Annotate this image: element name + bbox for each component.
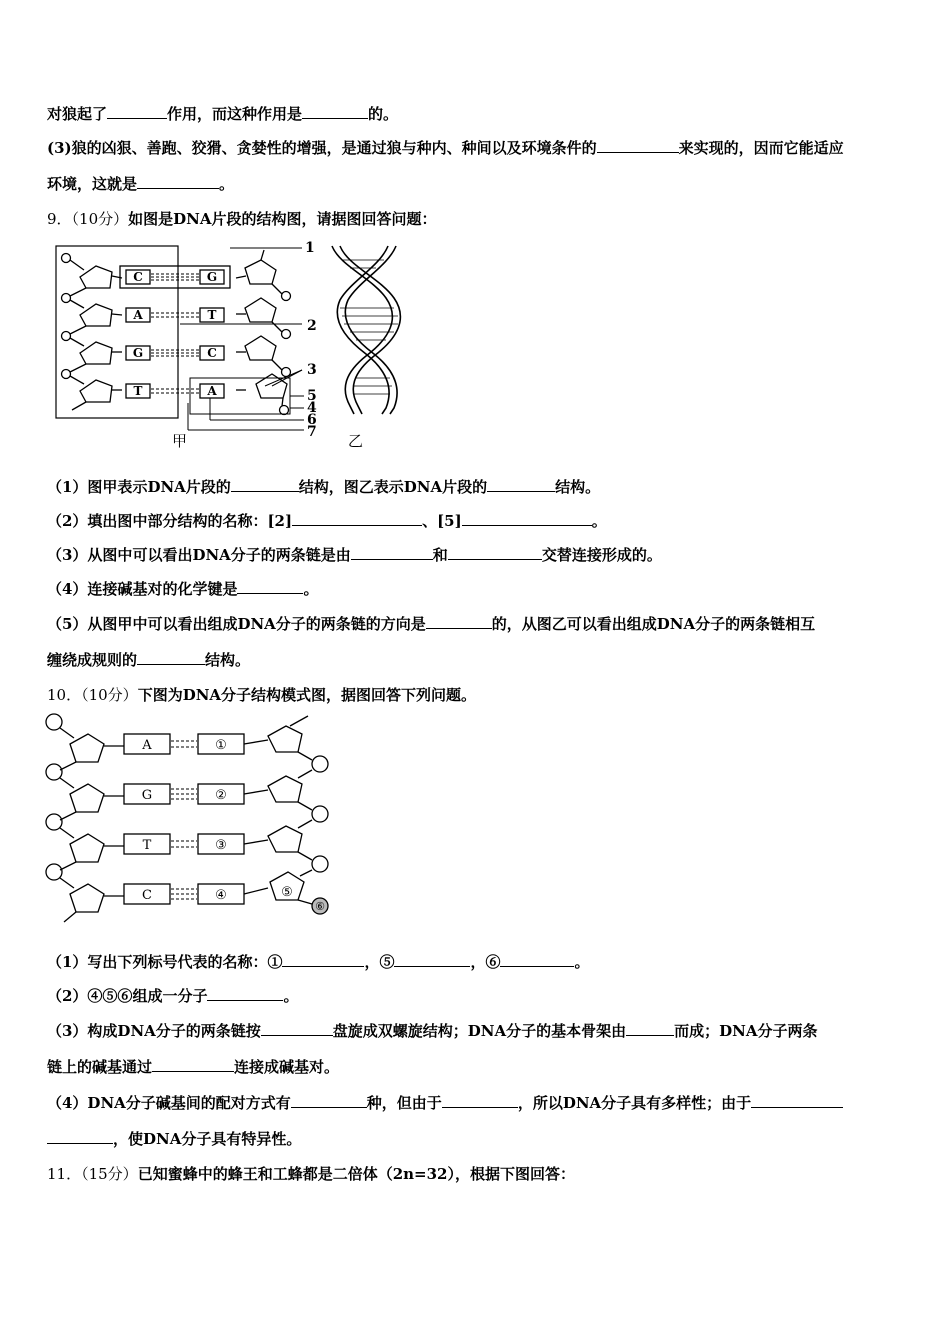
base-right-1: G xyxy=(206,270,218,284)
q8-line2: (3)狼的凶狠、善跑、狡猾、贪婪性的增强，是通过狼与种内、种间以及环境条件的 来实现的，因而它能适应 xyxy=(47,139,844,157)
base-2: ② xyxy=(215,788,227,803)
blank[interactable] xyxy=(282,952,364,967)
blank[interactable] xyxy=(291,1093,367,1108)
right-backbone xyxy=(236,250,291,415)
blank[interactable] xyxy=(107,104,167,119)
q10-sub4-cont: ，使DNA分子具有特异性。 xyxy=(47,1129,301,1149)
blank[interactable] xyxy=(626,1021,674,1036)
blank[interactable] xyxy=(487,477,555,492)
q9-sub5-cont: 缠绕成规则的 结构。 xyxy=(47,651,251,669)
q11-heading: 11．（15分）已知蜜蜂中的蜂王和工蜂都是二倍体（2n=32），根据下图回答： xyxy=(47,1165,575,1183)
label-1: 1 xyxy=(305,240,315,256)
label-7: 7 xyxy=(307,424,317,440)
base-A: A xyxy=(142,738,152,753)
blank[interactable] xyxy=(597,138,679,153)
blank[interactable] xyxy=(231,477,299,492)
q9-heading: 9．（10分）如图是DNA片段的结构图，请据图回答问题： xyxy=(47,210,437,228)
blank[interactable] xyxy=(442,1093,518,1108)
label-5: 5 xyxy=(307,388,317,404)
blank[interactable] xyxy=(207,986,283,1001)
label-6: 6 xyxy=(307,412,317,428)
label-3: 3 xyxy=(307,362,317,378)
blank[interactable] xyxy=(292,511,422,526)
blank[interactable] xyxy=(47,1129,113,1144)
base-left-1: C xyxy=(133,270,143,284)
q10-sub3: （3）构成DNA分子的两条链按 盘旋成双螺旋结构；DNA分子的基本骨架由 而成；DNA分子两条 xyxy=(47,1022,818,1040)
blank[interactable] xyxy=(302,104,368,119)
q10-sub4: （4）DNA分子碱基间的配对方式有 种，但由于 ，所以DNA分子具有多样性；由于 xyxy=(47,1093,843,1113)
q9-sub2: （2）填出图中部分结构的名称：[2] 、[5] 。 xyxy=(47,512,607,530)
label-5: ⑤ xyxy=(281,885,293,900)
blank[interactable] xyxy=(137,174,219,189)
blank[interactable] xyxy=(137,650,205,665)
base-right-4: A xyxy=(207,384,217,398)
q10-sub2: （2）④⑤⑥组成一分子 。 xyxy=(47,987,299,1005)
q9-sub4: （4）连接碱基对的化学键是 。 xyxy=(47,580,319,598)
base-left-3: G xyxy=(132,346,144,360)
base-left-2: A xyxy=(133,308,143,322)
base-C: C xyxy=(142,888,152,903)
left-backbone xyxy=(62,254,123,411)
label-4: 4 xyxy=(307,400,317,416)
caption-jia: 甲 xyxy=(172,432,188,450)
base-T: T xyxy=(142,838,152,853)
double-helix xyxy=(332,246,400,414)
blank[interactable] xyxy=(394,952,470,967)
base-4: ④ xyxy=(215,888,227,903)
base-left-4: T xyxy=(133,384,143,398)
q8-line1: 对狼起了 作用，而这种作用是 的。 xyxy=(47,105,399,123)
q10-sub1: （1）写出下列标号代表的名称：① ，⑤ ，⑥ 。 xyxy=(47,953,590,971)
q9-sub5: （5）从图甲中可以看出组成DNA分子的两条链的方向是 的，从图乙可以看出组成DNA分子的两条链相互 xyxy=(47,615,816,633)
label-6: ⑥ xyxy=(315,900,325,913)
q8-line3: 环境，这就是 。 xyxy=(47,175,235,193)
label-2: 2 xyxy=(307,318,317,334)
blank[interactable] xyxy=(500,952,574,967)
blank[interactable] xyxy=(152,1057,234,1072)
blank[interactable] xyxy=(751,1093,843,1108)
base-right-3: C xyxy=(207,346,217,360)
base-1: ① xyxy=(215,738,227,753)
blank[interactable] xyxy=(426,614,492,629)
caption-yi: 乙 xyxy=(348,432,364,450)
q10-sub3-cont: 链上的碱基通过 连接成碱基对。 xyxy=(47,1058,340,1076)
q9-sub3: （3）从图中可以看出DNA分子的两条链是由 和 交替连接形成的。 xyxy=(47,546,662,564)
base-3: ③ xyxy=(215,838,227,853)
blank[interactable] xyxy=(448,545,542,560)
base-right-2: T xyxy=(207,308,217,322)
blank[interactable] xyxy=(351,545,433,560)
blank[interactable] xyxy=(237,579,303,594)
dna-figure-10 xyxy=(40,710,340,925)
q9-sub1: （1）图甲表示DNA片段的 结构，图乙表示DNA片段的 结构。 xyxy=(47,478,601,496)
blank[interactable] xyxy=(261,1021,333,1036)
blank[interactable] xyxy=(462,511,592,526)
dna-figure-9 xyxy=(50,238,410,450)
q10-heading: 10．（10分）下图为DNA分子结构模式图，据图回答下列问题。 xyxy=(47,686,477,704)
base-G: G xyxy=(141,788,153,803)
